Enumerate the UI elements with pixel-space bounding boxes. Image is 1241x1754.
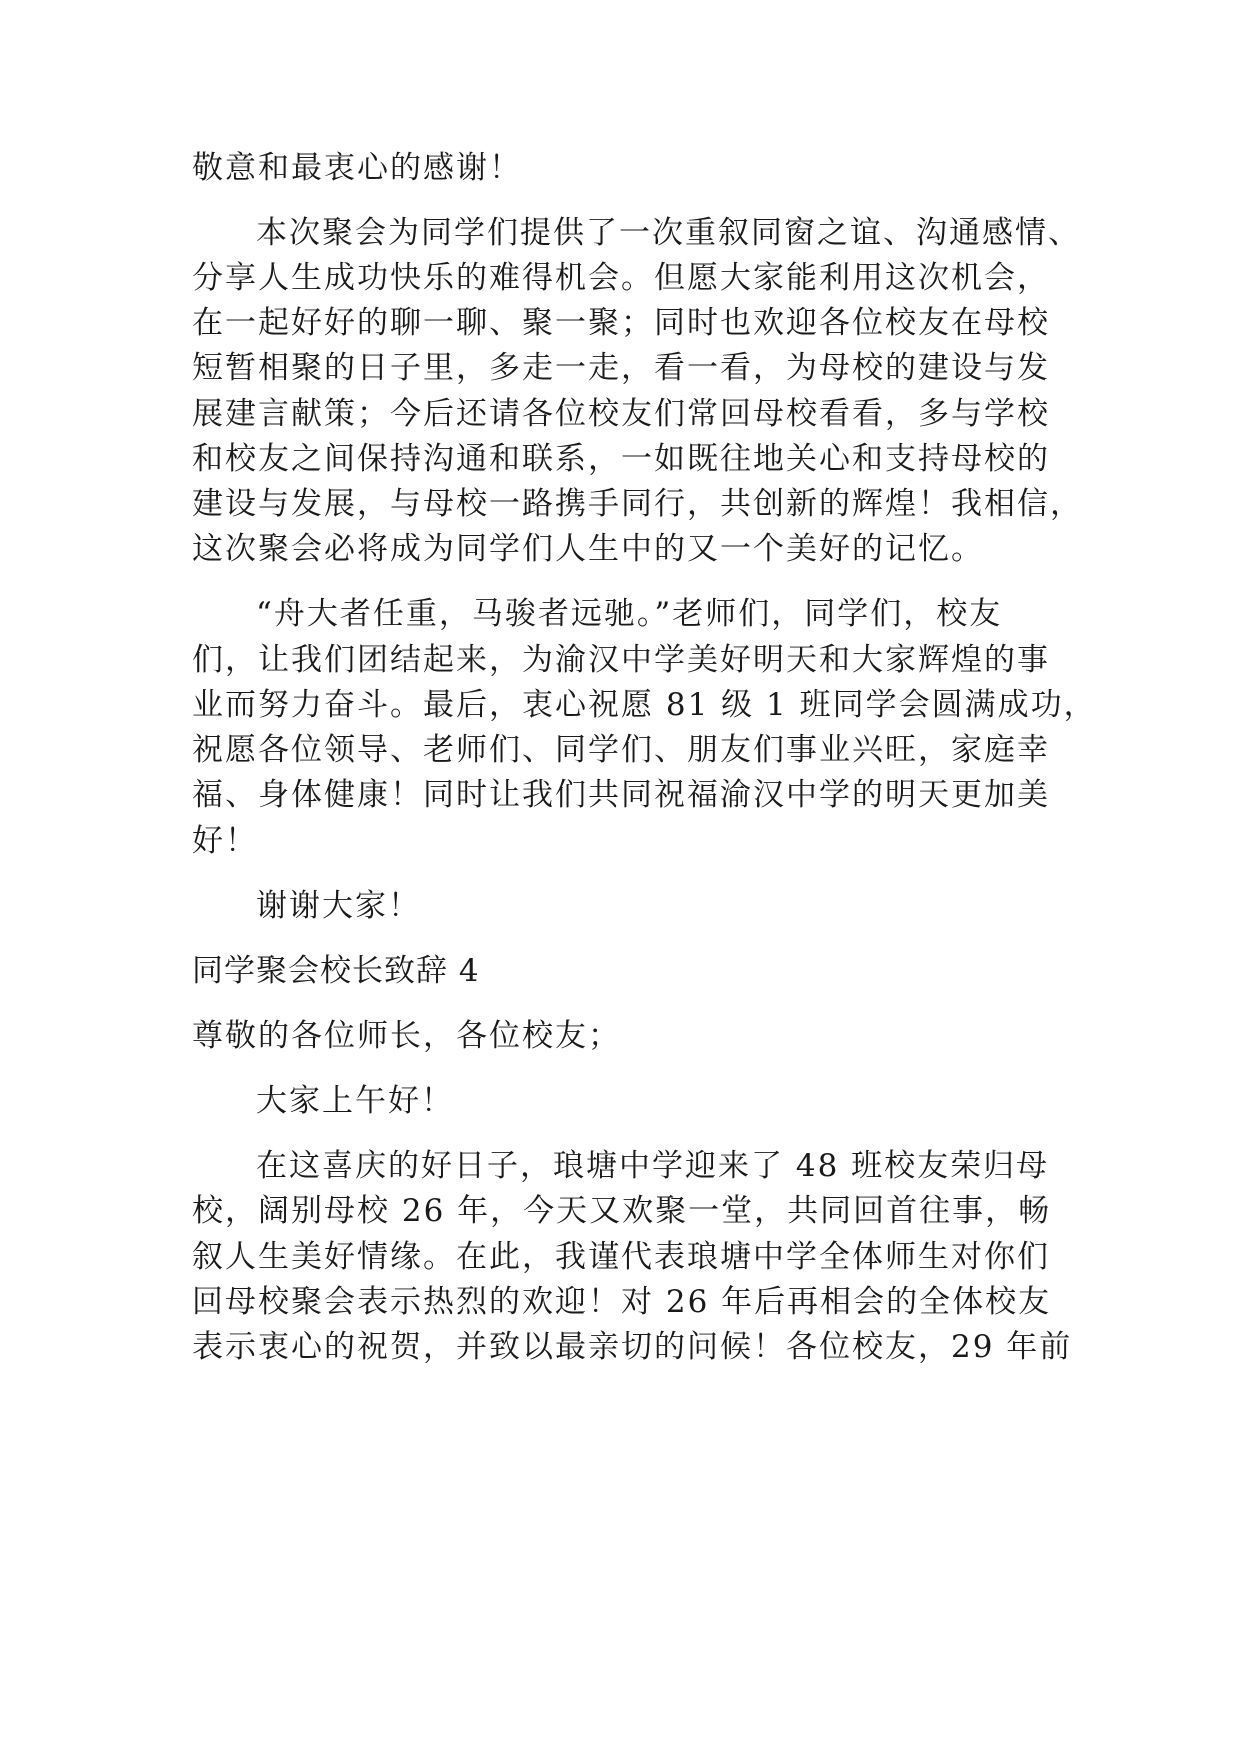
paragraph-line: 和校友之间保持沟通和联系，一如既往地关心和支持母校的 — [192, 441, 1050, 477]
paragraph-line: 本次聚会为同学们提供了一次重叙同窗之谊、沟通感情、 — [256, 215, 1081, 251]
paragraph-line: 业而努力奋斗。最后，衷心祝愿 81 级 1 班同学会圆满成功， — [192, 687, 1097, 723]
paragraph-line: “舟大者任重，马骏者远驰。”老师们，同学们，校友 — [256, 596, 1003, 632]
paragraph-line: 展建言献策；今后还请各位校友们常回母校看看，多与学校 — [192, 396, 1050, 432]
paragraph-line: 祝愿各位领导、老师们、同学们、朋友们事业兴旺，家庭幸 — [192, 732, 1050, 768]
paragraph-line: 好！ — [192, 823, 258, 859]
paragraph-line: 分享人生成功快乐的难得机会。但愿大家能利用这次机会， — [192, 260, 1050, 296]
paragraph-line: 们，让我们团结起来，为渝汉中学美好明天和大家辉煌的事 — [192, 642, 1050, 678]
paragraph-line: 回母校聚会表示热烈的欢迎！对 26 年后再相会的全体校友 — [192, 1284, 1052, 1320]
paragraph-line: 叙人生美好情缘。在此，我谨代表琅塘中学全体师生对你们 — [192, 1239, 1050, 1275]
paragraph-line: 校，阔别母校 26 年，今天又欢聚一堂，共同回首往事，畅 — [192, 1193, 1052, 1229]
paragraph-line: 敬意和最衷心的感谢！ — [192, 150, 522, 186]
paragraph-line: 建设与发展，与母校一路携手同行，共创新的辉煌！我相信， — [192, 486, 1083, 522]
salutation-line: 尊敬的各位师长，各位校友； — [192, 1018, 621, 1054]
paragraph-line: 在这喜庆的好日子，琅塘中学迎来了 48 班校友荣归母 — [256, 1148, 1050, 1184]
paragraph-line: 短暂相聚的日子里，多走一走，看一看，为母校的建设与发 — [192, 350, 1050, 386]
paragraph-line: 在一起好好的聊一聊、聚一聚；同时也欢迎各位校友在母校 — [192, 305, 1050, 341]
paragraph-line: 这次聚会必将成为同学们人生中的又一个美好的记忆。 — [192, 531, 984, 567]
paragraph-line: 福、身体健康！同时让我们共同祝福渝汉中学的明天更加美 — [192, 777, 1050, 813]
paragraph-line: 表示衷心的祝贺，并致以最亲切的问候！各位校友，29 年前 — [192, 1329, 1073, 1365]
greeting-line: 大家上午好！ — [256, 1083, 454, 1119]
closing-line: 谢谢大家！ — [256, 888, 421, 924]
section-heading: 同学聚会校长致辞 4 — [192, 953, 480, 989]
